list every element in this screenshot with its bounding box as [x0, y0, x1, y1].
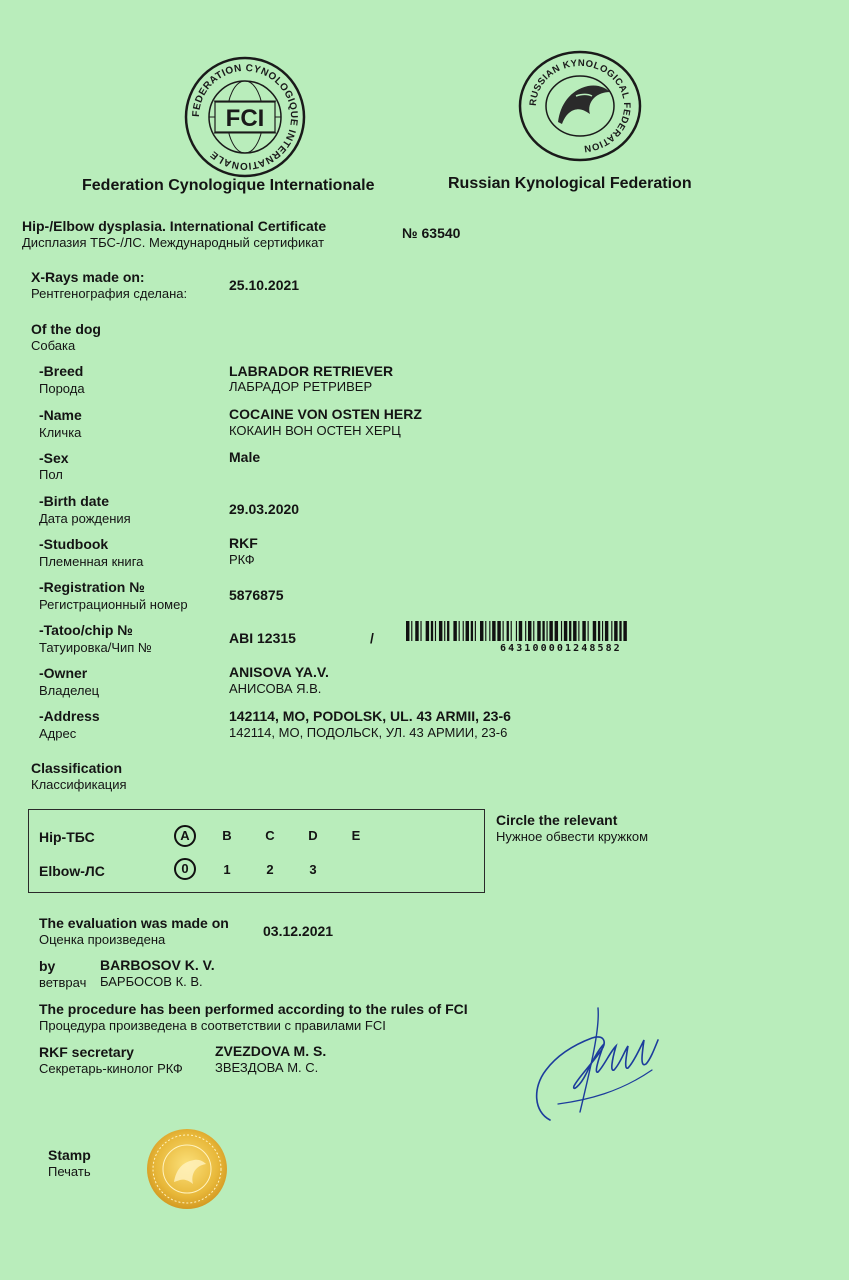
barcode-bar [614, 621, 617, 641]
hip-grade-d[interactable]: D [308, 828, 318, 843]
elbow-grade-2[interactable]: 2 [266, 862, 274, 877]
breed-label-ru: Порода [39, 381, 85, 396]
barcode-bar [623, 621, 626, 641]
barcode-bar [485, 621, 486, 641]
chip-separator: / [370, 630, 374, 646]
chip-label-en: -Tatoo/chip № [39, 622, 133, 638]
xray-label-en: X-Rays made on: [31, 269, 145, 285]
procedure-text-en: The procedure has been performed according to the rules of FCI [39, 1001, 468, 1017]
sex-value: Male [229, 449, 261, 465]
barcode-bar [547, 621, 548, 641]
xray-label-ru: Рентгенография сделана: [31, 286, 188, 301]
barcode-bar [578, 621, 579, 641]
barcode-bar [497, 621, 500, 641]
barcode-bar [573, 621, 576, 641]
barcode-bar [411, 621, 412, 641]
rkf-seal-text: RUSSIAN KYNOLOGICAL FEDERATION [527, 57, 633, 154]
barcode-bar [447, 621, 449, 641]
studbook-value-ru: РКФ [229, 552, 255, 567]
secretary-name-en: ZVEZDOVA M. S. [215, 1043, 327, 1059]
dog-section-en: Of the dog [31, 321, 101, 337]
barcode-bar [525, 621, 526, 641]
secretary-label-ru: Секретарь-кинолог РКФ [39, 1061, 183, 1076]
barcode-bar [480, 621, 483, 641]
barcode-bar [516, 621, 517, 641]
rkf-seal-logo [518, 50, 642, 162]
circle-note-en: Circle the relevant [496, 812, 618, 828]
stamp-seal [146, 1128, 228, 1210]
fci-seal-text: FEDERATION CYNOLOGIQUE INTERNATIONALE [190, 62, 300, 172]
hip-grade-e[interactable]: E [351, 828, 361, 843]
barcode-bar [564, 621, 567, 641]
studbook-value-en: RKF [229, 535, 258, 551]
xray-date: 25.10.2021 [229, 277, 300, 293]
barcode-bar [463, 621, 464, 641]
barcode-bar [519, 621, 522, 641]
secretary-name-ru: ЗВЕЗДОВА М. С. [215, 1060, 319, 1075]
barcode-bar [406, 621, 409, 641]
procedure-text-ru: Процедура произведена в соответствии с правилами FCI [39, 1018, 386, 1033]
vet-name-en: BARBOSOV K. V. [100, 957, 215, 973]
barcode-bar [453, 621, 456, 641]
evaluation-label-en: The evaluation was made on [39, 915, 229, 931]
hip-grade-b[interactable]: B [222, 828, 232, 843]
barcode-bar [439, 621, 442, 641]
elbow-grade-0-circled[interactable] [174, 858, 196, 880]
barcode-bar [528, 621, 531, 641]
by-label-en: by [39, 958, 56, 974]
elbow-grade-3[interactable]: 3 [309, 862, 317, 877]
barcode-bar [542, 621, 544, 641]
evaluation-label-ru: Оценка произведена [39, 932, 166, 947]
birth-label-en: -Birth date [39, 493, 109, 509]
registration-label-en: -Registration № [39, 579, 145, 595]
elbow-grade-1[interactable]: 1 [223, 862, 231, 877]
name-value-en: COCAINE VON OSTEN HERZ [229, 406, 422, 422]
sex-label-en: -Sex [39, 450, 69, 466]
barcode-bar [569, 621, 571, 641]
classification-label-ru: Классификация [31, 777, 127, 792]
rkf-name: Russian Kynological Federation [448, 175, 692, 192]
studbook-label-ru: Племенная книга [39, 554, 144, 569]
breed-value-ru: ЛАБРАДОР РЕТРИВЕР [229, 379, 373, 394]
registration-value: 5876875 [229, 587, 284, 603]
registration-label-ru: Регистрационный номер [39, 597, 188, 612]
hip-grade-c[interactable]: C [265, 828, 275, 843]
barcode-bar [503, 621, 504, 641]
barcode-bar [533, 621, 534, 641]
stamp-label-ru: Печать [48, 1164, 91, 1179]
dog-section-ru: Собака [31, 338, 76, 353]
address-label-en: -Address [39, 708, 100, 724]
barcode-bar [420, 621, 421, 641]
barcode-bar [435, 621, 436, 641]
fci-name: Federation Cynologique Internationale [82, 177, 375, 194]
chip-label-ru: Татуировка/Чип № [39, 640, 152, 655]
hip-grade-label: A [180, 828, 190, 843]
vet-name-ru: БАРБОСОВ К. В. [100, 974, 203, 989]
barcode-bar [492, 621, 495, 641]
barcode-bar [619, 621, 621, 641]
barcode-bar [588, 621, 589, 641]
barcode-bar [549, 621, 552, 641]
barcode-bar [537, 621, 540, 641]
barcode-bar [444, 621, 445, 641]
chip-value: ABI 12315 [229, 630, 296, 646]
certificate-number: № 63540 [402, 225, 461, 241]
barcode-bar [507, 621, 509, 641]
chip-barcode [406, 621, 738, 641]
classification-table [28, 809, 485, 893]
breed-label-en: -Breed [39, 363, 84, 379]
name-label-ru: Кличка [39, 425, 82, 440]
name-value-ru: КОКАИН ВОН ОСТЕН ХЕРЦ [229, 423, 401, 438]
sex-label-ru: Пол [39, 467, 63, 482]
barcode-bar [415, 621, 418, 641]
birth-label-ru: Дата рождения [39, 511, 131, 526]
barcode-bar [555, 621, 558, 641]
barcode-bar [475, 621, 476, 641]
barcode-bar [602, 621, 603, 641]
by-label-ru: ветврач [39, 975, 87, 990]
breed-value-en: LABRADOR RETRIEVER [229, 363, 394, 379]
fci-seal-center: FCI [225, 105, 265, 132]
owner-label-en: -Owner [39, 665, 88, 681]
barcode-bar [611, 621, 612, 641]
owner-value-en: ANISOVA YA.V. [229, 664, 329, 680]
elbow-label: Elbow-ЛС [39, 863, 105, 879]
owner-value-ru: АНИСОВА Я.В. [229, 681, 322, 696]
hip-grade-a-circled[interactable] [174, 825, 196, 847]
barcode-bar [471, 621, 473, 641]
studbook-label-en: -Studbook [39, 536, 109, 552]
address-label-ru: Адрес [39, 726, 77, 741]
signature [528, 1000, 668, 1130]
barcode-bar [466, 621, 469, 641]
barcode-bar [593, 621, 596, 641]
elbow-grade-label: 0 [181, 861, 189, 876]
barcode-bar [511, 621, 512, 641]
barcode-bar [598, 621, 600, 641]
barcode-bar [489, 621, 490, 641]
chip-barcode-number: 643100001248582 [500, 643, 622, 654]
address-value-ru: 142114, МО, ПОДОЛЬСК, УЛ. 43 АРМИИ, 23-6 [229, 725, 508, 740]
barcode-bar [605, 621, 608, 641]
evaluation-date: 03.12.2021 [263, 923, 334, 939]
barcode-bar [561, 621, 562, 641]
circle-note-ru: Нужное обвести кружком [496, 829, 649, 844]
barcode-bar [459, 621, 460, 641]
secretary-label-en: RKF secretary [39, 1044, 134, 1060]
barcode-bar [426, 621, 429, 641]
classification-label-en: Classification [31, 760, 123, 776]
birth-value: 29.03.2020 [229, 501, 300, 517]
certificate-title-ru: Дисплазия ТБС-/ЛС. Международный сертификат [22, 235, 325, 250]
barcode-bar [582, 621, 585, 641]
fci-seal-logo [184, 56, 306, 178]
owner-label-ru: Владелец [39, 683, 100, 698]
name-label-en: -Name [39, 407, 82, 423]
hip-label: Hip-ТБС [39, 829, 95, 845]
barcode-bar [431, 621, 433, 641]
certificate-title-en: Hip-/Elbow dysplasia. International Certificate [22, 218, 327, 234]
address-value-en: 142114, MO, PODOLSK, UL. 43 ARMII, 23-6 [229, 708, 511, 724]
stamp-label-en: Stamp [48, 1147, 91, 1163]
